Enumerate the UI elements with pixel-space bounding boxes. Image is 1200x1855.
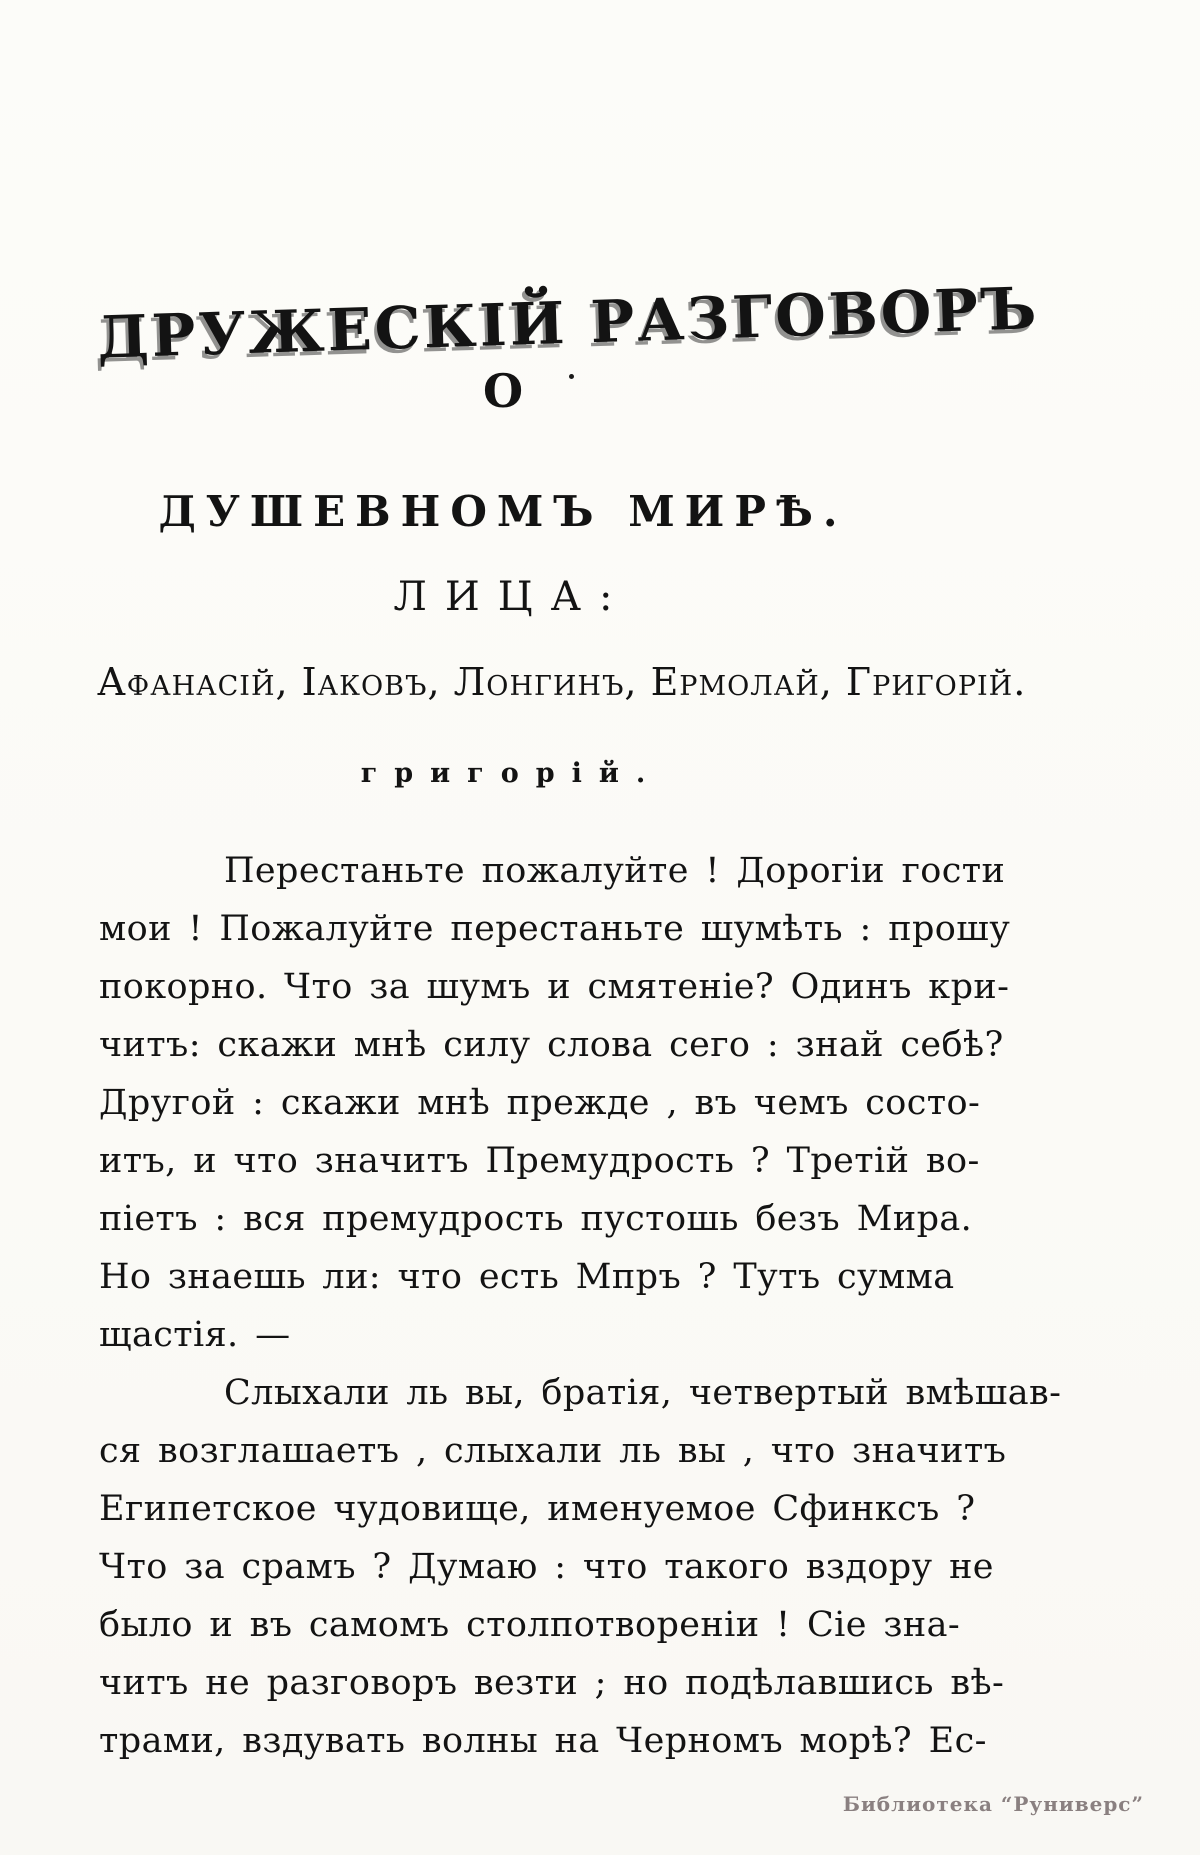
body-line: покорно. Что за шумъ и смятеніе? Одинъ кри- <box>99 967 1010 1007</box>
body-line: Другой : скажи мнѣ прежде , въ чемъ состо- <box>99 1083 981 1123</box>
body-line: мои ! Пожалуйте перестаньте шумѣть : прошу <box>99 909 1011 949</box>
speaker-heading: григорій. <box>360 758 663 789</box>
dialogue-body <box>99 842 1062 1770</box>
book-title-line2: ДУШЕВНОМЪ МИРѢ. <box>158 486 848 536</box>
body-line: Египетское чудовище, именуемое Сфинксъ ? <box>99 1489 976 1529</box>
body-line: было и въ самомъ столпотвореніи ! Сіе зна- <box>99 1605 961 1645</box>
body-line: Но знаешь ли: что есть Мпръ ? Тутъ сумма <box>99 1257 955 1297</box>
body-line: итъ, и что значитъ Премудрость ? Третій во- <box>99 1141 980 1181</box>
body-line: читъ не разговоръ везти ; но подѣлавшись вѣ- <box>99 1663 1005 1703</box>
body-line: Перестаньте пожалуйте ! Дорогіи гости <box>224 851 1006 891</box>
body-line: Что за срамъ ? Думаю : что такого вздору не <box>99 1547 994 1587</box>
body-line: читъ: скажи мнѣ силу слова сего : знай себѣ? <box>99 1025 1004 1065</box>
book-title-line1: ДРУЖЕСКІЙ РАЗГОВОРЪ <box>96 274 1041 372</box>
body-line: Слыхали ль вы, братія, четвертый вмѣшав- <box>224 1373 1062 1413</box>
body-line: ся возглашаетъ , слыхали ль вы , что значитъ <box>99 1431 1007 1471</box>
body-line: трами, вздувать волны на Черномъ морѣ? Ес- <box>99 1721 987 1761</box>
cast-heading: ЛИЦА: <box>393 574 631 620</box>
body-line: піетъ : вся премудрость пустошь безъ Мира. <box>99 1199 973 1239</box>
body-line: щастія. — <box>99 1315 291 1355</box>
library-watermark: Библиотека “Руниверс” <box>842 1792 1144 1816</box>
cast-names-list: Афанасій, Іаковъ, Лонгинъ, Ермолай, Григорій. <box>97 660 1027 704</box>
book-title-preposition: О <box>482 364 524 418</box>
